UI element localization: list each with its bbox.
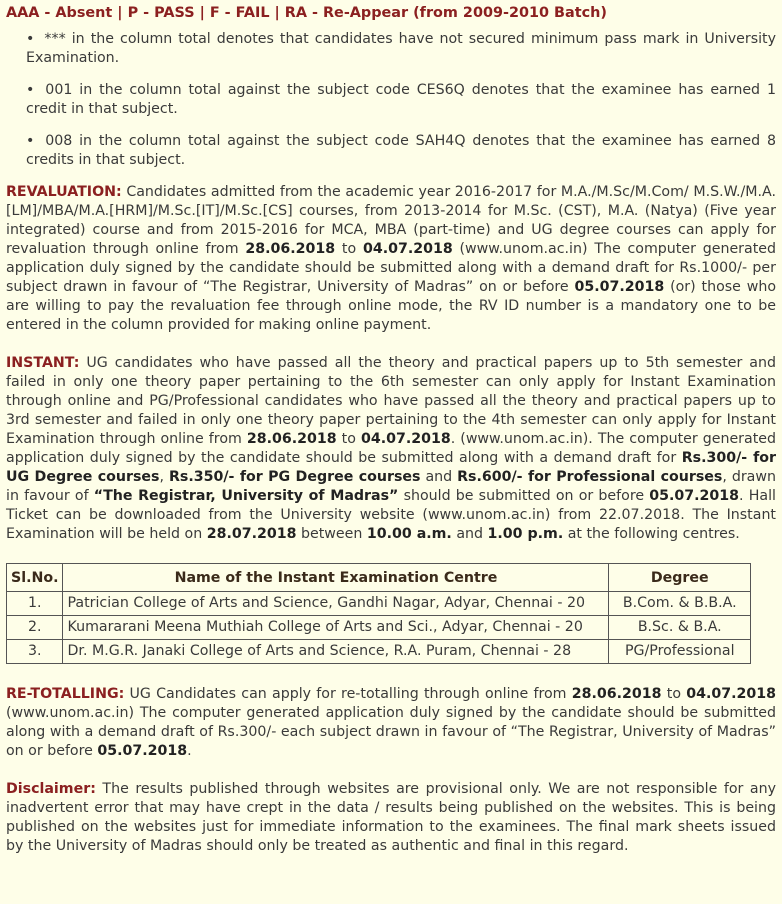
cell-slno: 3.	[7, 640, 63, 664]
note-item: • 001 in the column total against the subject code CES6Q denotes that the examinee has earned 1 credit in that subject.	[26, 82, 776, 117]
note-item: • *** in the column total denotes that candidates have not secured minimum pass mark in University Examination.	[26, 31, 776, 66]
cell-degree: B.Sc. & B.A.	[609, 616, 751, 640]
result-code-legend: AAA - Absent | P - PASS | F - FAIL | RA - Re-Appear (from 2009-2010 Batch)	[6, 5, 607, 21]
cell-slno: 1.	[7, 592, 63, 616]
col-header-degree: Degree	[609, 564, 751, 592]
col-header-centre-name: Name of the Instant Examination Centre	[63, 564, 609, 592]
table-row	[7, 640, 751, 664]
bullet-icon: •	[26, 82, 35, 98]
revaluation-heading: REVALUATION:	[6, 184, 122, 200]
retotalling-heading: RE-TOTALLING:	[6, 686, 125, 702]
table-row	[7, 592, 751, 616]
cell-degree: B.Com. & B.B.A.	[609, 592, 751, 616]
cell-centre-name: Kumararani Meena Muthiah College of Arts and Sci., Adyar, Chennai - 20	[63, 616, 609, 640]
table-row	[7, 616, 751, 640]
table-header-row	[7, 564, 751, 592]
note-item: • 008 in the column total against the subject code SAH4Q denotes that the examinee has earned 8 credits in that subject.	[26, 133, 776, 168]
cell-centre-name: Patrician College of Arts and Science, Gandhi Nagar, Adyar, Chennai - 20	[63, 592, 609, 616]
notes-list	[6, 30, 776, 170]
col-header-slno: Sl.No.	[7, 564, 63, 592]
revaluation-section: REVALUATION: Candidates admitted from the academic year 2016-2017 for M.A./M.Sc/M.Com/ M.S.W./M.A.[LM]/MBA/M.A.[HRM]/M.Sc.[IT]/M.Sc.[CS] courses, from 2013-2014 for M.Sc. (CST), M.A. (Natya) (Five year integrated) course and from 2015-2016 for MCA, MBA (part-time) and UG degree courses can apply for revaluation through online from 28.06.2018 to 04.07.2018 (www.unom.ac.in) The computer generated application duly signed by the candidate should be submitted along with a demand draft for Rs.1000/- per subject drawn in favour of “The Registrar, University of Madras” on or before 05.07.2018 (or) those who are willing to pay the revaluation fee through online mode, the RV ID number is a mandatory one to be entered in the column provided for making online payment.	[6, 184, 776, 333]
disclaimer-heading: Disclaimer:	[6, 781, 96, 797]
instant-section: INSTANT: UG candidates who have passed all the theory and practical papers up to 5th semester and failed in only one theory paper pertaining to the 6th semester can only apply for Instant Examination through online and PG/Professional candidates who have passed all the theory and practical papers up to 3rd semester and failed in only one theory paper pertaining to the 4th semester can only apply for Instant Examination through online from 28.06.2018 to 04.07.2018. (www.unom.ac.in). The computer generated application duly signed by the candidate should be submitted along with a demand draft for Rs.300/- for UG Degree courses, Rs.350/- for PG Degree courses and Rs.600/- for Professional courses, drawn in favour of “The Registrar, University of Madras” should be submitted on or before 05.07.2018. Hall Ticket can be downloaded from the University website (www.unom.ac.in) from 22.07.2018. The Instant Examination will be held on 28.07.2018 between 10.00 a.m. and 1.00 p.m. at the following centres.	[6, 355, 777, 542]
cell-slno: 2.	[7, 616, 63, 640]
cell-degree: PG/Professional	[609, 640, 751, 664]
retotalling-section: RE-TOTALLING: UG Candidates can apply for re-totalling through online from 28.06.2018 to 04.07.2018 (www.unom.ac.in) The computer generated application duly signed by the candidate should be submitted along with a demand draft of Rs.300/- each subject drawn in favour of “The Registrar, University of Madras” on or before 05.07.2018.	[6, 686, 777, 759]
exam-centres-table	[6, 563, 751, 664]
disclaimer-section: Disclaimer: The results published through websites are provisional only. We are not responsible for any inadvertent error that may have crept in the data / results being published on the websites. This is being published on the websites just for immediate information to the examinees. The final mark sheets issued by the University of Madras should only be treated as authentic and final in this regard.	[6, 781, 776, 854]
instant-heading: INSTANT:	[6, 355, 80, 371]
cell-centre-name: Dr. M.G.R. Janaki College of Arts and Science, R.A. Puram, Chennai - 28	[63, 640, 609, 664]
bullet-icon: •	[26, 31, 35, 47]
bullet-icon: •	[26, 133, 35, 149]
